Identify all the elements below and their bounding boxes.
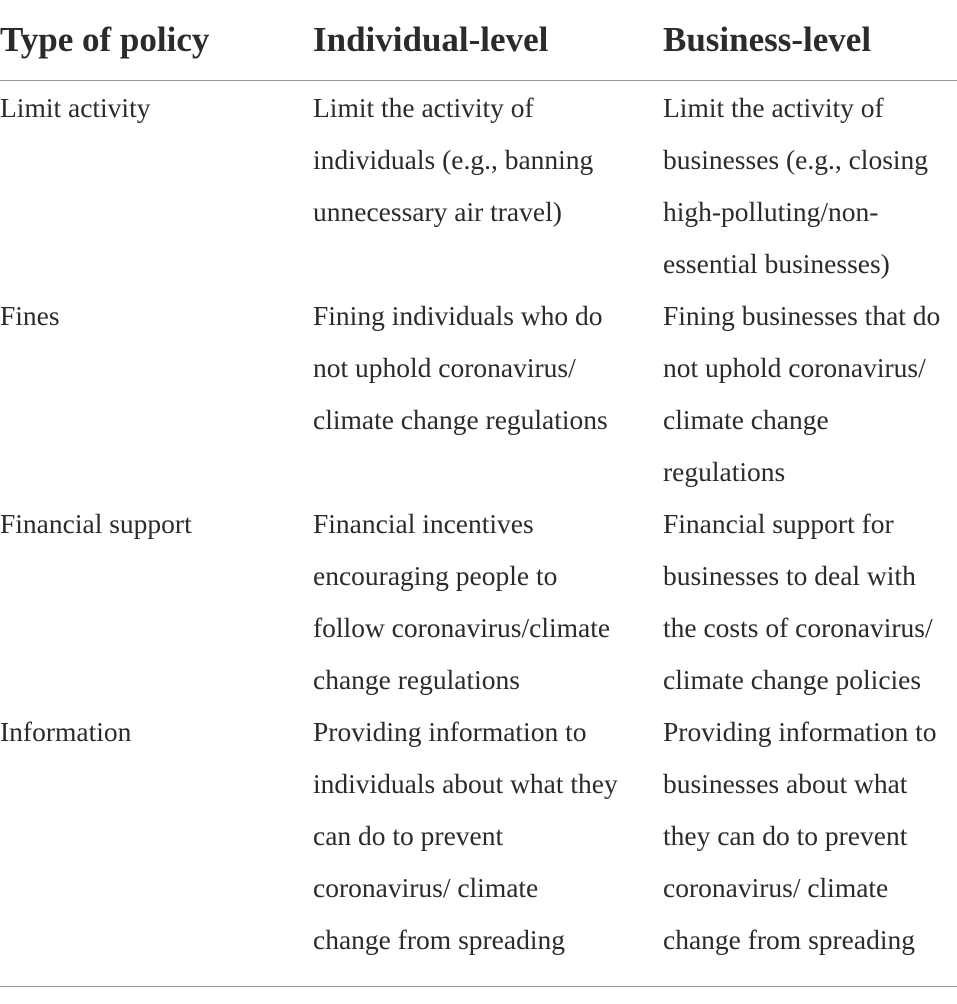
cell-line: businesses about what — [663, 768, 908, 799]
cell-line: Financial support for — [663, 508, 894, 539]
cell-line: change regulations — [313, 664, 520, 695]
cell-line: individuals about what they — [313, 768, 618, 799]
table-bottom-rule — [0, 986, 957, 987]
cell-line: Information — [0, 716, 132, 747]
header-business-level: Business-level — [663, 20, 872, 59]
header-individual-level: Individual-level — [313, 20, 549, 59]
individual-level-cell — [313, 706, 648, 966]
cell-line: not uphold coronavirus/ — [663, 352, 926, 383]
table-row — [0, 706, 957, 966]
business-level-cell — [663, 498, 957, 706]
cell-line: Financial incentives — [313, 508, 534, 539]
business-level-cell — [663, 706, 957, 966]
table-row — [0, 498, 957, 706]
table-row — [0, 82, 957, 290]
cell-line: essential businesses) — [663, 248, 890, 279]
policy-type-cell — [0, 290, 300, 342]
cell-line: coronavirus/ climate — [663, 872, 889, 903]
cell-line: they can do to prevent — [663, 820, 908, 851]
individual-level-cell — [313, 290, 648, 446]
individual-level-cell — [313, 498, 648, 706]
cell-line: climate change policies — [663, 664, 922, 695]
cell-line: encouraging people to — [313, 560, 558, 591]
cell-line: businesses (e.g., closing — [663, 144, 929, 175]
cell-line: change from spreading — [663, 924, 915, 955]
individual-level-cell — [313, 82, 648, 238]
cell-line: individuals (e.g., banning — [313, 144, 594, 175]
cell-line: the costs of coronavirus/ — [663, 612, 933, 643]
business-level-cell — [663, 290, 957, 498]
cell-line: Financial support — [0, 508, 192, 539]
policy-type-cell — [0, 498, 300, 550]
cell-line: Limit activity — [0, 92, 151, 123]
cell-line: climate change regulations — [313, 404, 608, 435]
cell-line: Fines — [0, 300, 60, 331]
cell-line: unnecessary air travel) — [313, 196, 562, 227]
cell-line: follow coronavirus/climate — [313, 612, 611, 643]
cell-line: businesses to deal with — [663, 560, 916, 591]
table-header — [0, 0, 957, 81]
cell-line: Limit the activity of — [663, 92, 884, 123]
header-type-of-policy: Type of policy — [0, 20, 210, 59]
cell-line: climate change — [663, 404, 829, 435]
cell-line: change from spreading — [313, 924, 565, 955]
policy-type-cell — [0, 82, 300, 134]
cell-line: Fining individuals who do — [313, 300, 603, 331]
cell-line: Providing information to — [313, 716, 587, 747]
cell-line: can do to prevent — [313, 820, 504, 851]
business-level-cell — [663, 82, 957, 290]
cell-line: Fining businesses that do — [663, 300, 941, 331]
cell-line: high-polluting/non- — [663, 196, 879, 227]
table-row — [0, 290, 957, 498]
policy-type-cell — [0, 706, 300, 758]
cell-line: coronavirus/ climate — [313, 872, 539, 903]
cell-line: Limit the activity of — [313, 92, 534, 123]
cell-line: Providing information to — [663, 716, 937, 747]
cell-line: regulations — [663, 456, 786, 487]
cell-line: not uphold coronavirus/ — [313, 352, 576, 383]
